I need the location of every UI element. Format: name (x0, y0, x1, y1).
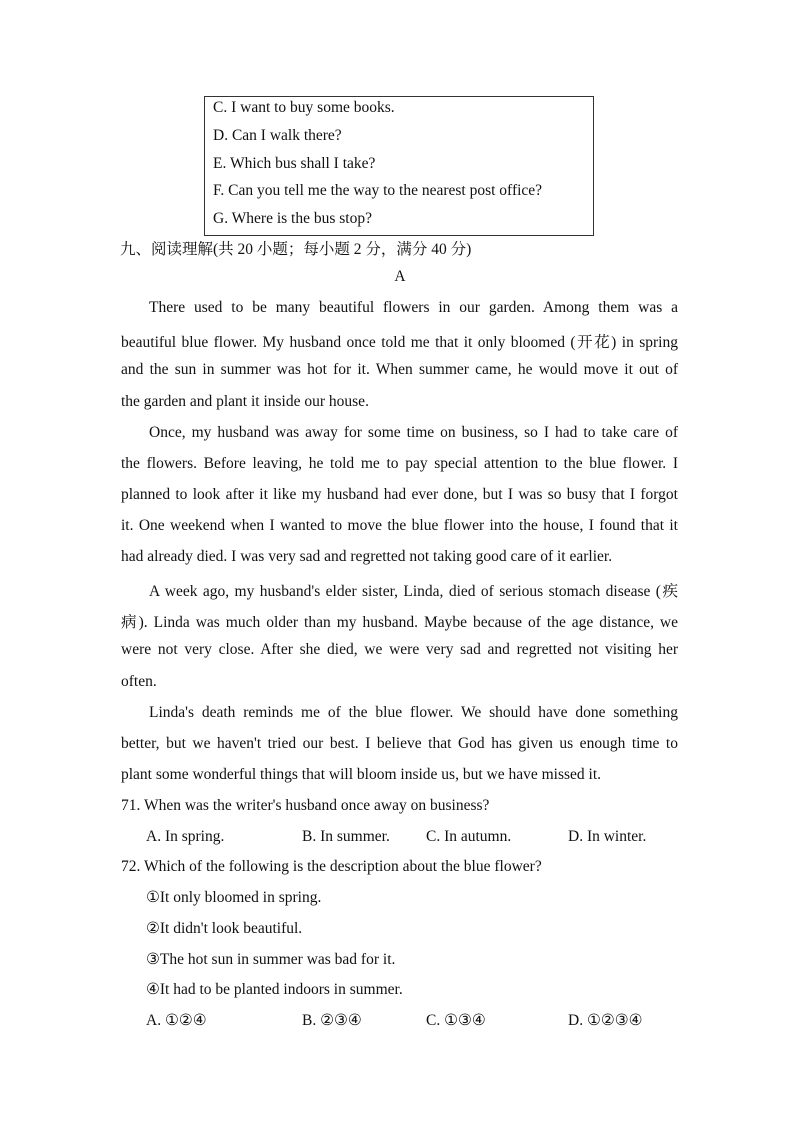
q72-item-1: ①It only bloomed in spring. (146, 889, 322, 906)
passage-line: the garden and plant it inside our house. (121, 393, 369, 410)
passage-line: Once, my husband was away for some time on business, so I had to take care of (149, 424, 678, 441)
option-f: F. Can you tell me the way to the nearest post office? (213, 182, 543, 199)
option-g: G. Where is the bus stop? (213, 210, 372, 227)
q71-choice-d[interactable]: D. In winter. (568, 828, 647, 845)
passage-line: beautiful blue flower. My husband once told me that it only bloomed (开花) in spring (121, 334, 678, 351)
passage-line: planned to look after it like my husband had ever done, but I was so busy that I forgot (121, 486, 678, 503)
passage-line: There used to be many beautiful flowers in our garden. Among them was a (149, 299, 678, 316)
q72-choice-c[interactable]: C. ①③④ (426, 1012, 486, 1029)
option-c: C. I want to buy some books. (213, 99, 395, 116)
q72-choice-b[interactable]: B. ②③④ (302, 1012, 362, 1029)
passage-label: A (394, 268, 406, 285)
q72-choice-a[interactable]: A. ①②④ (146, 1012, 207, 1029)
q71-choice-b[interactable]: B. In summer. (302, 828, 390, 845)
option-d: D. Can I walk there? (213, 127, 342, 144)
section-heading: 九、阅读理解(共 20 小题；每小题 2 分，满分 40 分) (120, 241, 472, 258)
question-72-stem: 72. Which of the following is the description about the blue flower? (121, 858, 542, 875)
passage-line: often. (121, 673, 157, 690)
passage-line: 病). Linda was much older than my husband. Maybe because of the age distance, we (121, 614, 678, 631)
passage-line: and the sun in summer was hot for it. When summer came, he would move it out of (121, 361, 678, 378)
q72-item-2: ②It didn't look beautiful. (146, 920, 303, 937)
passage-line: Linda's death reminds me of the blue flower. We should have done something (149, 704, 678, 721)
option-e: E. Which bus shall I take? (213, 155, 376, 172)
passage-line: had already died. I was very sad and regretted not taking good care of it earlier. (121, 548, 613, 565)
passage-line: it. One weekend when I wanted to move the blue flower into the house, I found that it (121, 517, 678, 534)
q72-item-4: ④It had to be planted indoors in summer. (146, 981, 403, 998)
passage-line: the flowers. Before leaving, he told me to pay special attention to the blue flower. I (121, 455, 678, 472)
passage-line: better, but we haven't tried our best. I believe that God has given us enough time to (121, 735, 678, 752)
question-71-stem: 71. When was the writer's husband once away on business? (121, 797, 490, 814)
q71-choice-a[interactable]: A. In spring. (146, 828, 225, 845)
passage-line: plant some wonderful things that will bloom inside us, but we have missed it. (121, 766, 602, 783)
answer-options-box (204, 96, 594, 236)
q71-choice-c[interactable]: C. In autumn. (426, 828, 512, 845)
q72-choice-d[interactable]: D. ①②③④ (568, 1012, 643, 1029)
passage-line: were not very close. After she died, we were very sad and regretted not visiting her (121, 641, 678, 658)
passage-line: A week ago, my husband's elder sister, Linda, died of serious stomach disease (疾 (149, 583, 678, 600)
q72-item-3: ③The hot sun in summer was bad for it. (146, 951, 396, 968)
